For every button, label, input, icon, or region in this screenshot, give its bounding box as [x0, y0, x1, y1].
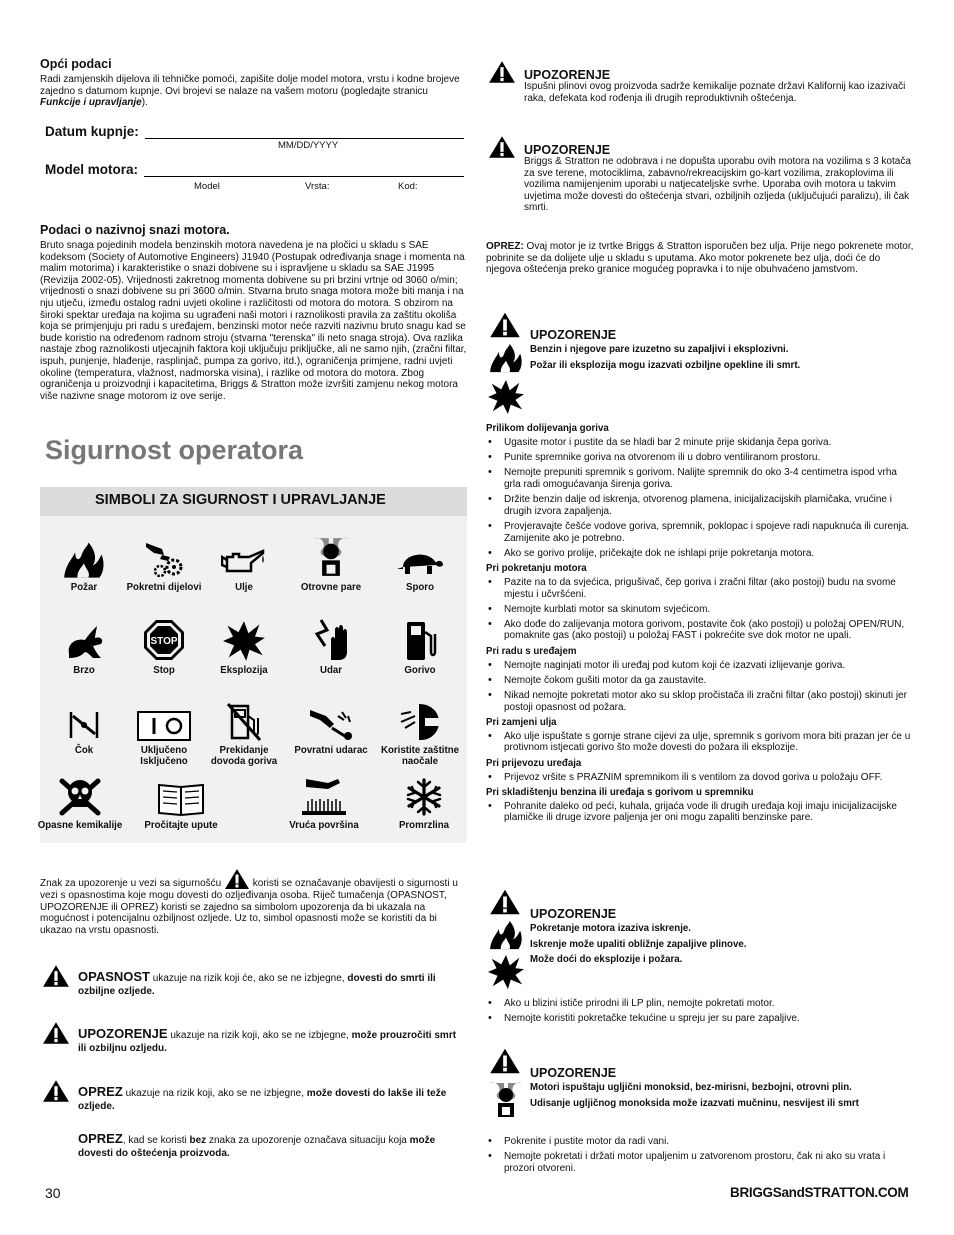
- general-info-section: [40, 57, 467, 109]
- vehicle-warning: [486, 133, 914, 214]
- symbol-label: Stop: [153, 665, 175, 676]
- fuel-pump-icon: [376, 618, 464, 662]
- engine-model-label: Model motora:: [45, 162, 138, 177]
- code-sublabel: Kod:: [398, 181, 418, 192]
- list-item: • Ako dođe do zalijevanja motora gorivom, postavite čok (ako postoji) u položaj OPEN/RUN, pomaknite gas (ako postoji) u položaj FAST i pokrećite sve dok motor ne upali.: [486, 619, 914, 642]
- hazard-level-opasnost: [40, 964, 467, 998]
- symbol-skull-crossbones: [36, 773, 124, 831]
- safety-symbols-panel: [37, 487, 467, 843]
- svg-text:STOP: STOP: [150, 636, 178, 647]
- purchase-date-row: [45, 124, 464, 139]
- symbol-frost: [380, 773, 468, 831]
- symbol-fuel-shutoff: [200, 698, 288, 767]
- symbol-moving-parts: [120, 535, 208, 593]
- list-item: • Pokrenite i pustite motor da radi vani.: [486, 1136, 914, 1148]
- warning-triangle-icon: [488, 60, 516, 84]
- notice-item: OPREZ, kad se koristi bez znaka za upozorenje označava situaciju koja može dovesti do oštećenja proizvoda.: [78, 1131, 436, 1159]
- instruction-heading: Pri radu s uređajem: [486, 645, 577, 657]
- list-item: • Nemojte koristiti pokretačke tekućine u spreju jer su pare zapaljive.: [486, 1013, 914, 1025]
- manual-book-icon: [137, 773, 225, 817]
- symbol-label: Čok: [74, 745, 94, 756]
- fire-icon: [488, 343, 524, 373]
- symbol-fire: [40, 535, 128, 593]
- symbol-label: Ulje: [235, 582, 253, 593]
- symbol-label: Opasne kemikalije: [37, 820, 123, 831]
- safety-symbols-heading: SIMBOLI ZA SIGURNOST I UPRAVLJANJE: [40, 487, 467, 516]
- symbol-kickback: [287, 698, 375, 756]
- symbol-hot-surface: [280, 773, 368, 831]
- on-off-icon: [120, 698, 208, 742]
- co-warning-list: [486, 1136, 914, 1178]
- fire-icon: [488, 920, 524, 950]
- choke-icon: [40, 698, 128, 742]
- list-item: • Nemojte pokretati i držati motor upaljenim u zatvorenom prostoru, čak ni ako su vrata i prozori otvoreni.: [486, 1151, 914, 1174]
- hazard-level-oprez: [40, 1079, 467, 1113]
- skull-crossbones-icon: [36, 773, 124, 817]
- instruction-list: [486, 772, 914, 784]
- instruction-list: [486, 437, 914, 559]
- symbol-label: Otrovne pare: [300, 582, 362, 593]
- signal-word-section: [40, 868, 467, 936]
- signal-word-text: Znak za upozorenje u vezi sa sigurnošću koristi se označavanje obavijesti o sigurnosti u vezi s opasnostima koje mogu dovesti do ozljeđivanja osoba. Riječ tumačenja (OPASNOST, UPOZORENJE ili OPREZ) koristi se zajedno sa simbolom upozorenja da bi ukazala na mogućnost i potencijalnu ozbiljnost ozljede. Uz to, simbol opasnosti može se koristiti da bi ukazao na vrstu opasnosti.: [40, 868, 467, 936]
- instruction-list: [486, 801, 914, 824]
- hazard-level-text: UPOZORENJE ukazuje na rizik koji, ako se ne izbjegne, može prouzročiti smrt ili ozbiljnu ozljedu.: [78, 1026, 457, 1054]
- safety-alert-icon: [224, 868, 250, 890]
- toxic-fumes-icon: [287, 535, 375, 579]
- no-oil-caution: OPREZ: Ovaj motor je iz tvrtke Briggs & Stratton isporučen bez ulja. Prije nego pokrenete motor, pobrinite se da dolijete ulje u skladu s uputama. Ako motor pokrenete bez ulja, doći će do njegova oštećenja preko granice mogućeg popravka i to nije obuhvaćeno jamstvom.: [486, 241, 914, 276]
- instruction-heading: Prilikom dolijevanja goriva: [486, 423, 609, 434]
- symbol-label: Eksplozija: [220, 665, 268, 676]
- california-warning-title: UPOZORENJE: [524, 68, 611, 82]
- symbol-label: Brzo: [73, 665, 95, 676]
- operator-safety-title: Sigurnost operatora: [45, 435, 304, 465]
- stop-sign-icon: [120, 618, 208, 662]
- vehicle-warning-title: UPOZORENJE: [524, 143, 611, 157]
- power-rating-text: Bruto snaga pojedinih modela benzinskih motora navedena je na pločici u skladu s SAE kodeksom (Society of Automotive Engineers) J1940 (Postupak određivanja snage i momenta na malim motorima) i karakteristike o snazi dobivene su i ispravljene u skladu sa SAE J1995 (Revizija 2002-05). Vrijednosti zakretnog momenta dobivene su pri brzini vrtnje od 3060 o/min; vrijednosti o snazi dobivene su pri 3600 o/min. Stvarna bruto snaga motora može biti manja i na nju utječu, između ostalog radni uvjeti okoline i različitosti od motora do motora. S obzirom na široki spektar uređaja na kojima su ugrađeni naši motori i raznolikosti pravila za zaštitu okoliša koja se primjenjuju pri radu s uređajem, benzinski motor neće razviti nazivnu bruto snagu kad se bude koristio na određenom radnom stroju (stvarna "terenska" ili neto snaga stroja). Ova razlika nastaje zbog raznolikosti utjecajnih faktora koji uključuju priključke, ali ne samo njih, (zračni filtar, ispuh, punjenje, hlađenje, rasplinjač, pumpa za gorivo, itd.), ograničenja primjene, radni uvjeti okoline (temperatura, vlažnost, nadmorska visina), i razlike od motora do motora. Zbog ograničenja u proizvodnji i kapacitetima, Briggs & Stratton može izvršiti zamjenu nekog motora više nazivne snage motorom iz ove serije.: [40, 240, 467, 402]
- date-format-hint: MM/DD/YYYY: [278, 140, 339, 151]
- symbol-label: Pokretni dijelovi: [126, 582, 202, 593]
- list-item: • Nemojte prepuniti spremnik s gorivom. Nalijte spremnik do oko 3-4 centimetra ispod vrha grla radi omogućavanja širenja goriva.: [486, 467, 914, 490]
- warning-triangle-icon: [42, 1021, 70, 1050]
- california-warning: [486, 58, 914, 104]
- symbol-label: Požar: [70, 582, 98, 593]
- functions-reference: Funkcije i upravljanje: [40, 97, 142, 109]
- general-info-text: Radi zamjenskih dijelova ili tehničke pomoći, zapišite dolje model motora, vrstu i kodne brojeve zajedno s datumom kupnje. Ovi brojevi se nalaze na vašem motoru (pogledajte stranicu Funkcije i upravljanje).: [40, 74, 460, 109]
- instruction-heading: Pri prijevozu uređaja: [486, 757, 582, 769]
- frost-icon: [380, 773, 468, 817]
- instruction-list: [486, 660, 914, 714]
- symbol-stop-sign: [120, 618, 208, 676]
- explosion-icon: [200, 618, 288, 662]
- symbol-electric-shock: [287, 618, 375, 676]
- instruction-heading: Pri zamjeni ulja: [486, 716, 557, 728]
- symbol-label: Koristite zaštitne naočale: [380, 745, 460, 767]
- california-warning-text: Ispušni plinovi ovog proizvoda sadrže kemikalije poznate državi Kalifornij kao izazivači raka, defekata kod rođenja ili drugih reproduktivnih oštećenja.: [524, 81, 906, 104]
- hazard-level-text: OPREZ ukazuje na rizik koji, ako se ne izbjegne, može dovesti do lakše ili teže ozljede.: [78, 1084, 447, 1112]
- instruction-heading: Pri pokretanju motora: [486, 562, 587, 574]
- fuel-warning-line-2: Požar ili eksplozija mogu izazvati ozbiljne opekline ili smrt.: [530, 359, 801, 371]
- symbol-oil-can: [200, 535, 288, 593]
- symbol-turtle: [376, 535, 464, 593]
- model-sublabel: Model: [194, 181, 220, 192]
- spark-warning-line-2: Iskrenje može upaliti obližnje zapaljive plinove.: [530, 938, 747, 950]
- symbol-rabbit: [40, 618, 128, 676]
- list-item: • Nemojte čokom gušiti motor da ga zaustavite.: [486, 675, 914, 687]
- symbol-label: Uključeno Isključeno: [140, 745, 188, 767]
- symbol-label: Pročitajte upute: [144, 820, 218, 831]
- general-info-title: Opći podaci: [40, 57, 112, 71]
- spark-warning-list: [486, 998, 914, 1028]
- power-rating-title: Podaci o nazivnoj snazi motora.: [40, 223, 230, 237]
- power-rating-section: [40, 223, 467, 402]
- spark-warning: [486, 888, 914, 968]
- symbol-explosion: [200, 618, 288, 676]
- warning-triangle-icon: [42, 1079, 70, 1108]
- list-item: • Ako se gorivo prolije, pričekajte dok ne ishlapi prije pokretanja motora.: [486, 548, 914, 560]
- hazard-level-text: OPASNOST ukazuje na rizik koji će, ako se ne izbjegne, dovesti do smrti ili ozbiljne ozljede.: [78, 969, 436, 997]
- engine-model-field[interactable]: [144, 163, 464, 177]
- symbol-label: Povratni udarac: [294, 745, 368, 756]
- list-item: • Ugasite motor i pustite da se hladi bar 2 minute prije skidanja čepa goriva.: [486, 437, 914, 449]
- list-item: • Punite spremnike goriva na otvorenom ili u dobro ventiliranom prostoru.: [486, 452, 914, 464]
- symbol-on-off: [120, 698, 208, 767]
- purchase-date-field[interactable]: [145, 125, 464, 139]
- warning-triangle-icon: [489, 1047, 521, 1075]
- instruction-list: [486, 731, 914, 754]
- vehicle-warning-text: Briggs & Stratton ne odobrava i ne dopušta uporabu ovih motora na vozilima s 3 kotača za sve terene, motociklima, zabavno/rekreacijskim go-kart vozilima, zrakoplovima ili vozilima namijenjenim uporabi u natjecateljske svrhe. Uporaba ovih motora u takvim uvjetima može dovesti do oštećenja stvari, ozbiljnih ozljeda (uključujući paralizu), ili čak smrti.: [524, 156, 911, 214]
- list-item: • Nikad nemojte pokretati motor ako su sklop pročistača ili zračni filtar (ako postoji) skinuti jer postoji opasnost od požara.: [486, 690, 914, 713]
- symbol-eye-protection: [376, 698, 464, 767]
- warning-triangle-icon: [488, 135, 516, 159]
- symbol-choke: [40, 698, 128, 756]
- list-item: • Provjeravajte češće vodove goriva, spremnik, poklopac i spojeve radi napuknuća ili curenja. Zamijenite ako je potrebno.: [486, 521, 914, 544]
- warning-triangle-icon: [42, 964, 70, 993]
- list-item: • Pazite na to da svjećica, prigušivač, čep goriva i zračni filtar (ako postoji) budu na svome mjestu i učvršćeni.: [486, 577, 914, 600]
- list-item: • Nemojte naginjati motor ili uređaj pod kutom koji će izazvati izlijevanje goriva.: [486, 660, 914, 672]
- fuel-shutoff-icon: [200, 698, 288, 742]
- symbol-label: Vruća površina: [289, 820, 359, 831]
- spark-warning-line-1: Pokretanje motora izaziva iskrenje.: [530, 923, 691, 934]
- fuel-warning: [486, 311, 914, 373]
- instruction-heading: Pri skladištenju benzina ili uređaja s gorivom u spremniku: [486, 786, 754, 798]
- fuel-warning-title: UPOZORENJE: [530, 328, 617, 342]
- fuel-handling-instructions: [486, 423, 914, 828]
- electric-shock-icon: [287, 618, 375, 662]
- co-warning-line-1: Motori ispuštaju ugljični monoksid, bez-mirisni, bezbojni, otrovni plin.: [530, 1082, 852, 1093]
- warning-triangle-icon: [489, 888, 521, 916]
- spark-warning-title: UPOZORENJE: [530, 907, 617, 921]
- engine-model-row: [45, 162, 464, 177]
- page-number: 30: [45, 1185, 61, 1201]
- list-item: • Držite benzin dalje od iskrenja, otvorenog plamena, inicijalizacijskih plamičaka, vrućine i drugih izvora zapaljenja.: [486, 494, 914, 517]
- type-sublabel: Vrsta:: [305, 181, 330, 192]
- list-item: • Nemojte kurblati motor sa skinutom svjećicom.: [486, 604, 914, 616]
- hot-surface-icon: [280, 773, 368, 817]
- symbol-manual-book: [137, 773, 225, 831]
- spark-warning-line-3: Može doći do eksplozije i požara.: [530, 954, 683, 965]
- symbol-label: Sporo: [406, 582, 434, 593]
- list-item: • Ako ulje ispuštate s gornje strane cijevi za ulje, spremnik s gorivom mora biti prazan jer će u protivnom istjecati gorivo što može dovesti do požara ili eksplozije.: [486, 731, 914, 754]
- rabbit-icon: [40, 618, 128, 662]
- symbol-label: Promrzlina: [398, 820, 450, 831]
- list-item: • Ako u blizini ističe prirodni ili LP plin, nemojte pokretati motor.: [486, 998, 914, 1010]
- co-warning-title: UPOZORENJE: [530, 1066, 617, 1080]
- co-warning-line-2: Udisanje ugljičnog monoksida može izazvati mučninu, nesvijest ili smrt: [530, 1097, 859, 1109]
- symbol-label: Gorivo: [404, 665, 436, 676]
- symbol-label: Udar: [319, 665, 343, 676]
- toxic-fumes-icon: [488, 1081, 524, 1119]
- turtle-icon: [376, 535, 464, 579]
- symbol-label: Prekidanje dovoda goriva: [210, 745, 278, 767]
- explosion-icon: [487, 954, 525, 990]
- fire-icon: [40, 535, 128, 579]
- symbol-toxic-fumes: [287, 535, 375, 593]
- website-link[interactable]: BRIGGSandSTRATTON.COM: [730, 1185, 909, 1200]
- eye-protection-icon: [376, 698, 464, 742]
- warning-triangle-icon: [489, 311, 521, 339]
- list-item: • Pohranite daleko od peći, kuhala, grijaća vode ili drugih uređaja koji imaju inicijalizacijske plamičke ili druge izvore paljenja jer oni mogu zapaliti benzinske pare.: [486, 801, 914, 824]
- carbon-monoxide-warning: [486, 1047, 914, 1109]
- fuel-warning-line-1: Benzin i njegove pare izuzetno su zapaljivi i eksplozivni.: [530, 344, 789, 355]
- explosion-icon: [487, 379, 525, 415]
- list-item: • Prijevoz vršite s PRAZNIM spremnikom ili s ventilom za dovod goriva u položaju OFF.: [486, 772, 914, 784]
- oil-can-icon: [200, 535, 288, 579]
- kickback-icon: [287, 698, 375, 742]
- hazard-level-upozorenje: [40, 1021, 467, 1055]
- instruction-list: [486, 577, 914, 642]
- purchase-date-label: Datum kupnje:: [45, 124, 139, 139]
- moving-parts-icon: [120, 535, 208, 579]
- symbol-fuel-pump: [376, 618, 464, 676]
